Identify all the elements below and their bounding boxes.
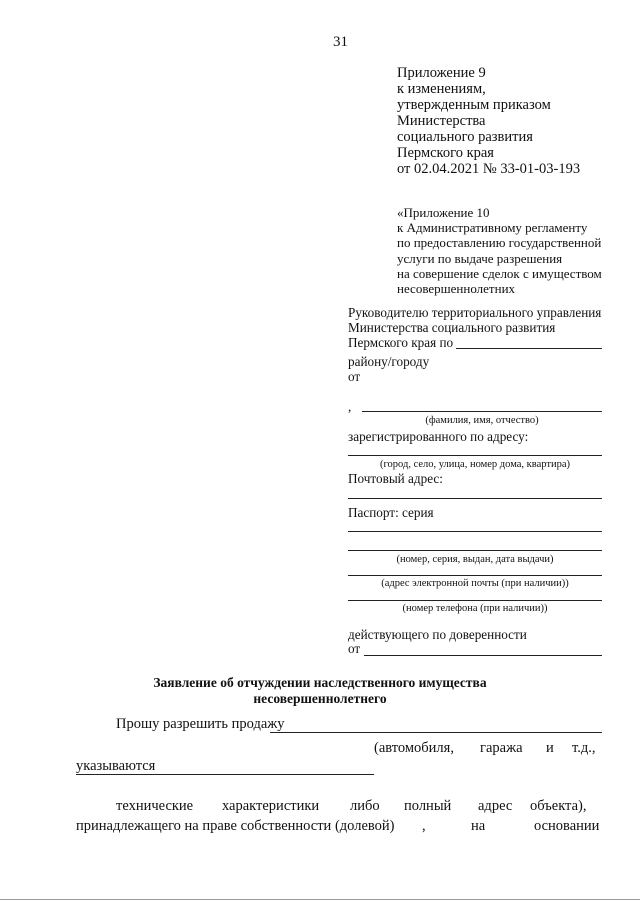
recipient-line: району/городу [348,354,430,369]
appendix-9-line: социального развития [397,129,533,145]
appendix-10-line: несовершеннолетних [397,281,516,297]
appendix-9-line: к изменениям, [397,81,486,97]
body-word: адрес [478,798,513,814]
page-number: 31 [333,34,348,50]
recipient-line: Пермского края по [348,335,454,350]
address-caption: (город, село, улица, номер дома, квартира) [380,459,570,470]
proxy-blank-line[interactable] [364,655,602,656]
recipient-line: от [348,369,361,384]
comma-mark: , [348,399,352,414]
paren-word: гаража [480,740,523,756]
indicated-text: указываются [76,758,156,774]
appendix-10-line: по предоставлению государственной [397,235,602,251]
appendix-9-line: от 02.04.2021 № 33-01-03-193 [397,161,581,177]
email-blank-line[interactable] [348,575,602,576]
indicated-blank-line[interactable] [76,774,374,775]
address-blank-line[interactable] [348,455,602,456]
passport-label: Паспорт: серия [348,505,434,520]
appendix-10-line: услуги по выдаче разрешения [397,250,563,266]
postal-blank-line[interactable] [348,498,602,499]
district-blank-line[interactable] [456,348,602,349]
body-word: либо [350,798,380,814]
appendix-9-line: Пермского края [397,145,494,161]
title-line: Заявление об отчуждении наследственного имущества [153,675,487,690]
request-text: Прошу разрешить продажу [116,716,285,732]
appendix-9-line: Приложение 9 [397,65,486,81]
body-word: объекта), [530,798,587,814]
registered-label: зарегистрированного по адресу: [348,429,529,444]
page-bottom-edge [0,899,640,900]
recipient-line: Министерства социального развития [348,320,556,335]
passport-blank-line-2[interactable] [348,550,602,551]
fio-blank-line[interactable] [362,411,602,412]
appendix-10-header [397,205,602,296]
appendix-10-line: на совершение сделок с имуществом [397,265,602,281]
body-word: на [471,818,486,834]
body-word: технические [116,798,194,814]
phone-blank-line[interactable] [348,600,602,601]
proxy-label: действующего по доверенности [348,627,527,642]
paren-word: т.д., [572,740,596,756]
document-title [0,675,640,707]
recipient-line: Руководителю территориального управления [348,305,602,320]
proxy-from-label: от [348,641,361,656]
title-line: несовершеннолетнего [253,691,387,706]
passport-caption: (номер, серия, выдан, дата выдачи) [396,554,554,565]
paren-word: (автомобиля, [374,740,454,756]
body-word: полный [404,798,452,814]
body-word: , [422,818,426,834]
appendix-9-line: утвержденным приказом [397,97,551,113]
appendix-10-line: «Приложение 10 [397,205,490,220]
appendix-9-header [397,65,580,177]
body-word: характеристики [222,798,320,814]
phone-caption: (номер телефона (при наличии)) [402,603,548,614]
sale-object-blank-line[interactable] [270,732,602,733]
appendix-9-line: Министерства [397,113,486,129]
body-word: принадлежащего на праве собственности (долевой) [76,818,395,834]
appendix-10-line: к Административному регламенту [397,220,588,236]
paren-word: и [546,740,554,756]
passport-blank-line-1[interactable] [348,531,602,532]
fio-caption: (фамилия, имя, отчество) [425,415,539,426]
postal-label: Почтовый адрес: [348,471,443,486]
body-word: основании [534,818,600,834]
email-caption: (адрес электронной почты (при наличии)) [381,578,569,589]
